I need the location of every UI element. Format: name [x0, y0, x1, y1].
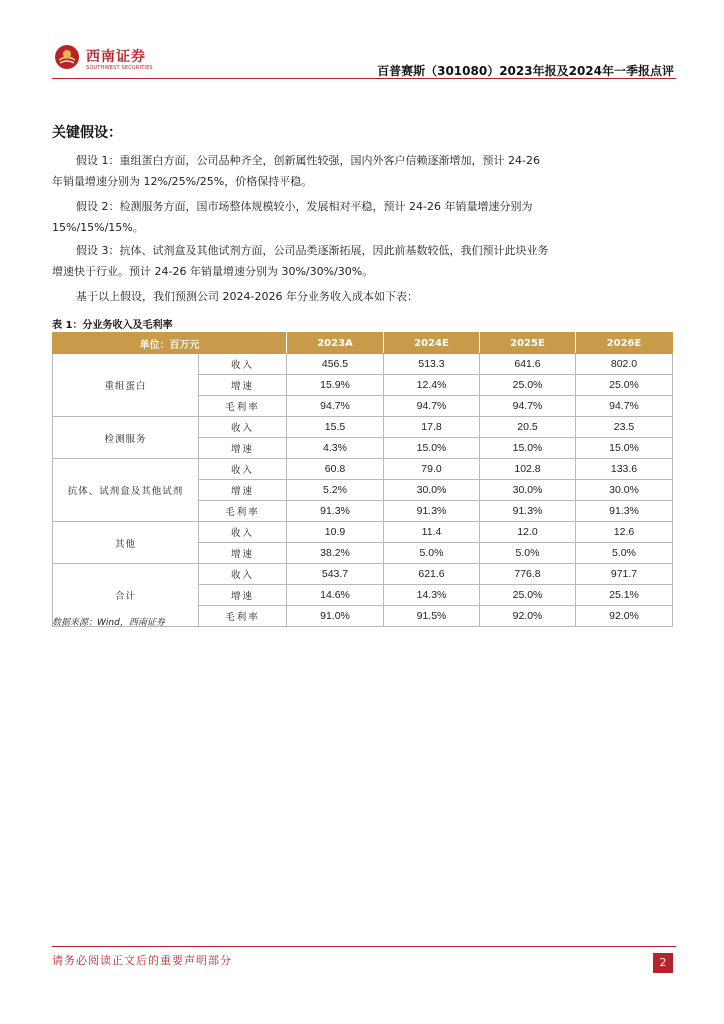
table-cell: 12.4% — [384, 375, 480, 396]
table-cell: 5.0% — [384, 543, 480, 564]
paragraph-assumption-1: 假设 1：重组蛋白方面，公司品种齐全，创新属性较强，国内外客户信赖逐渐增加，预计 24-26 年销量增速分别为 12%/25%/25%，价格保持平稳。 — [52, 154, 540, 188]
table-cell: 94.7% — [576, 396, 673, 417]
table-cell: 15.0% — [384, 438, 480, 459]
header-divider — [52, 78, 676, 79]
table-row — [53, 522, 673, 543]
table-cell: 25.1% — [576, 585, 673, 606]
data-source-note: 数据来源：Wind，西南证券 — [52, 618, 165, 628]
table-cell: 23.5 — [576, 417, 673, 438]
table-cell: 91.0% — [287, 606, 384, 627]
column-header: 2025E — [480, 333, 576, 354]
table-cell: 12.6 — [576, 522, 673, 543]
revenue-table — [52, 332, 673, 627]
table-cell: 14.3% — [384, 585, 480, 606]
metric-label: 增速 — [199, 480, 287, 501]
paragraph-assumption-2: 假设 2：检测服务方面，国市场整体规模较小，发展相对平稳，预计 24-26 年销量增速分别为 15%/15%/15%。 — [52, 200, 533, 234]
table-cell: 91.3% — [480, 501, 576, 522]
section-title: 关键假设： — [52, 125, 122, 141]
metric-label: 增速 — [199, 375, 287, 396]
metric-label: 增速 — [199, 585, 287, 606]
table-cell: 60.8 — [287, 459, 384, 480]
segment-name: 其他 — [53, 522, 199, 564]
table-cell: 91.3% — [287, 501, 384, 522]
table-cell: 133.6 — [576, 459, 673, 480]
table-cell: 30.0% — [576, 480, 673, 501]
metric-label: 毛利率 — [199, 396, 287, 417]
table-cell: 91.5% — [384, 606, 480, 627]
table-cell: 776.8 — [480, 564, 576, 585]
table-cell: 971.7 — [576, 564, 673, 585]
metric-label: 毛利率 — [199, 501, 287, 522]
table-cell: 5.2% — [287, 480, 384, 501]
metric-label: 毛利率 — [199, 606, 287, 627]
table-row — [53, 417, 673, 438]
footer-divider — [52, 946, 676, 947]
table-cell: 91.3% — [384, 501, 480, 522]
logo-emblem-icon — [54, 44, 80, 70]
table-cell: 91.3% — [576, 501, 673, 522]
metric-label: 收入 — [199, 564, 287, 585]
paragraph-conclusion: 基于以上假设，我们预测公司 2024-2026 年分业务收入成本如下表： — [76, 290, 418, 303]
table-cell: 94.7% — [384, 396, 480, 417]
table-cell: 15.0% — [480, 438, 576, 459]
table-cell: 38.2% — [287, 543, 384, 564]
table-cell: 94.7% — [480, 396, 576, 417]
table-cell: 456.5 — [287, 354, 384, 375]
unit-header: 单位：百万元 — [53, 333, 287, 354]
page-number: 2 — [653, 953, 673, 973]
table-cell: 25.0% — [480, 585, 576, 606]
table-row — [53, 354, 673, 375]
metric-label: 增速 — [199, 438, 287, 459]
table-cell: 92.0% — [576, 606, 673, 627]
segment-name: 检测服务 — [53, 417, 199, 459]
segment-name: 抗体、试剂盒及其他试剂 — [53, 459, 199, 522]
table-cell: 94.7% — [287, 396, 384, 417]
table-cell: 543.7 — [287, 564, 384, 585]
table-cell: 15.5 — [287, 417, 384, 438]
table-cell: 102.8 — [480, 459, 576, 480]
table-cell: 15.0% — [576, 438, 673, 459]
table-cell: 17.8 — [384, 417, 480, 438]
table-cell: 641.6 — [480, 354, 576, 375]
report-title: 百普赛斯（301080）2023年报及2024年一季报点评 — [377, 64, 674, 78]
table-row — [53, 459, 673, 480]
table-cell: 30.0% — [384, 480, 480, 501]
table-cell: 4.3% — [287, 438, 384, 459]
table-cell: 79.0 — [384, 459, 480, 480]
company-logo — [54, 44, 154, 74]
page-header — [52, 40, 676, 80]
footer-disclaimer: 请务必阅读正文后的重要声明部分 — [52, 954, 232, 967]
table-cell: 14.6% — [287, 585, 384, 606]
segment-name: 重组蛋白 — [53, 354, 199, 417]
table-cell: 5.0% — [576, 543, 673, 564]
logo-text-cn: 西南证券 — [86, 49, 146, 65]
table-cell: 513.3 — [384, 354, 480, 375]
metric-label: 收入 — [199, 522, 287, 543]
column-header: 2023A — [287, 333, 384, 354]
logo-text-en: SOUTHWEST SECURITIES — [86, 65, 153, 71]
paragraph-assumption-3: 假设 3：抗体、试剂盒及其他试剂方面，公司品类逐渐拓展，因此前基数较低，我们预计此块业务增速快于行业。预计 24-26 年销量增速分别为 30%/30%/30%。 — [52, 244, 549, 278]
table-cell: 25.0% — [576, 375, 673, 396]
column-header: 2024E — [384, 333, 480, 354]
metric-label: 收入 — [199, 459, 287, 480]
metric-label: 收入 — [199, 354, 287, 375]
segment-name: 合计 — [53, 564, 199, 627]
table-cell: 30.0% — [480, 480, 576, 501]
metric-label: 增速 — [199, 543, 287, 564]
table-cell: 802.0 — [576, 354, 673, 375]
table-cell: 5.0% — [480, 543, 576, 564]
table-cell: 15.9% — [287, 375, 384, 396]
table-cell: 92.0% — [480, 606, 576, 627]
table-cell: 11.4 — [384, 522, 480, 543]
table-cell: 12.0 — [480, 522, 576, 543]
table-cell: 20.5 — [480, 417, 576, 438]
metric-label: 收入 — [199, 417, 287, 438]
table-cell: 25.0% — [480, 375, 576, 396]
table-caption: 表 1：分业务收入及毛利率 — [52, 320, 173, 331]
table-cell: 621.6 — [384, 564, 480, 585]
column-header: 2026E — [576, 333, 673, 354]
table-cell: 10.9 — [287, 522, 384, 543]
table-row — [53, 564, 673, 585]
table-header-row — [53, 333, 673, 354]
